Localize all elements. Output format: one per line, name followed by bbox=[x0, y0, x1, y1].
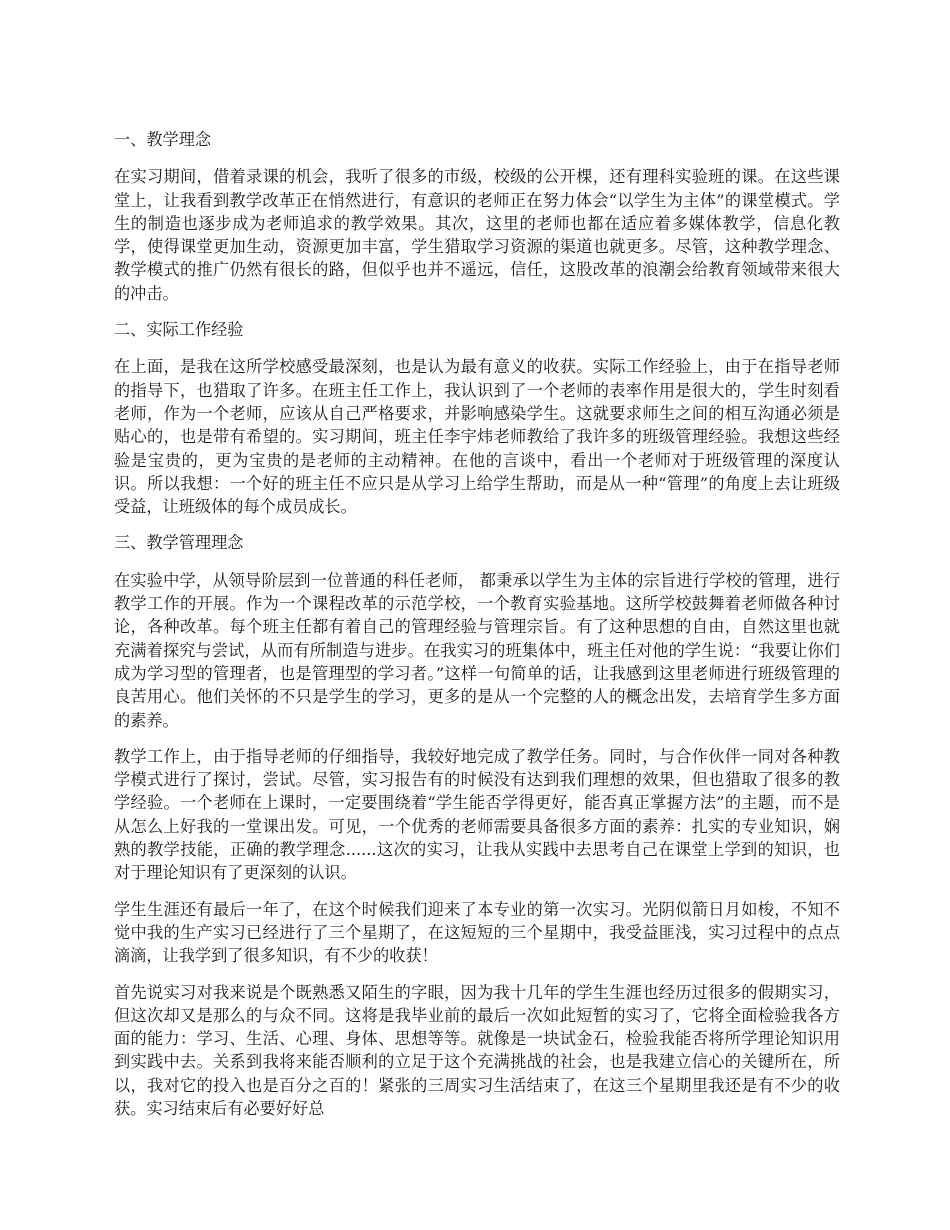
section-3 bbox=[114, 531, 840, 1120]
paragraph: 在实习期间，借着录课的机会，我听了很多的市级，校级的公开棵，还有理科实验班的课。在这些课堂上，让我看到教学改革正在悄然进行，有意识的老师正在努力体会“以学生为主体”的课堂模式。学生的制造也逐步成为老师追求的教学效果。其次，这里的老师也都在适应着多媒体教学，信息化教学，使得课堂更加生动，资源更加丰富，学生猎取学习资源的渠道也就更多。尽管，这种教学理念、教学模式的推广仍然有很长的路，但似乎也并不遥远，信任，这股改革的浪潮会给教育领域带来很大的冲击。 bbox=[114, 167, 840, 303]
section-1 bbox=[114, 128, 840, 305]
paragraph: 教学工作上，由于指导老师的仔细指导，我较好地完成了教学任务。同时，与合作伙伴一同对各种教学模式进行了探讨，尝试。尽管，实习报告有的时候没有达到我们理想的效果，但也猎取了很多的教学经验。一个老师在上课时，一定要围绕着“学生能否学得更好，能否真正掌握方法”的主题，而不是从怎么上好我的一堂课出发。可见，一个优秀的老师需要具备很多方面的素养：扎实的专业知识，娴熟的教学技能，正确的教学理念......这次的实习，让我从实践中去思考自己在课堂上学到的知识，也对于理论知识有了更深刻的认识。 bbox=[114, 746, 840, 883]
section-2 bbox=[114, 318, 840, 518]
document-page bbox=[114, 128, 840, 1133]
paragraph: 在上面，是我在这所学校感受最深刻，也是认为最有意义的收获。实际工作经验上，由于在指导老师的指导下，也猎取了许多。在班主任工作上，我认识到了一个老师的表率作用是很大的，学生时刻看老师，作为一个老师，应该从自己严格要求，并影响感染学生。这就要求师生之间的相互沟通必须是贴心的，也是带有希望的。实习期间，班主任李宇炜老师教给了我许多的班级管理经验。我想这些经验是宝贵的，更为宝贵的是老师的主动精神。在他的言谈中，看出一个老师对于班级管理的深度认识。所以我想：一个好的班主任不应只是从学习上给学生帮助，而是从一种“管理”的角度上去让班级受益，让班级体的每个成员成长。 bbox=[114, 357, 840, 517]
paragraph: 首先说实习对我来说是个既熟悉又陌生的字眼，因为我十几年的学生生涯也经历过很多的假期实习，但这次却又是那么的与众不同。这将是我毕业前的最后一次如此短暂的实习了，它将全面检验我各方面的能力：学习、生活、心理、身体、思想等等。就像是一块试金石，检验我能否将所学理论知识用到实践中去。关系到我将来能否顺利的立足于这个充满挑战的社会，也是我建立信心的关键所在，所以，我对它的投入也是百分之百的！紧张的三周实习生活结束了，在这三个星期里我还是有不少的收获。实习结束后有必要好好总 bbox=[114, 982, 840, 1118]
section-heading: 一、教学理念 bbox=[114, 130, 212, 149]
paragraph: 学生生涯还有最后一年了，在这个时候我们迎来了本专业的第一次实习。光阴似箭日月如梭，不知不觉中我的生产实习已经进行了三个星期了，在这短短的三个星期中，我受益匪浅，实习过程中的点点滴滴，让我学到了很多知识，有不少的收获！ bbox=[114, 899, 840, 966]
paragraph: 在实验中学，从领导阶层到一位普通的科任老师， 都秉承以学生为主体的宗旨进行学校的管理，进行教学工作的开展。作为一个课程改革的示范学校，一个教育实验基地。这所学校鼓舞着老师做各种讨论，各种改革。每个班主任都有着自己的管理经验与管理宗旨。有了这种思想的自由，自然这里也就充满着探究与尝试，从而有所制造与进步。在我实习的班集体中，班主任对他的学生说：“我要让你们成为学习型的管理者，也是管理型的学习者。”这样一句简单的话，让我感到这里老师进行班级管理的良苦用心。他们关怀的不只是学生的学习，更多的是从一个完整的人的概念出发，去培育学生多方面的素养。 bbox=[114, 570, 840, 730]
section-heading: 二、实际工作经验 bbox=[114, 320, 244, 340]
section-heading: 三、教学管理理念 bbox=[114, 533, 244, 553]
